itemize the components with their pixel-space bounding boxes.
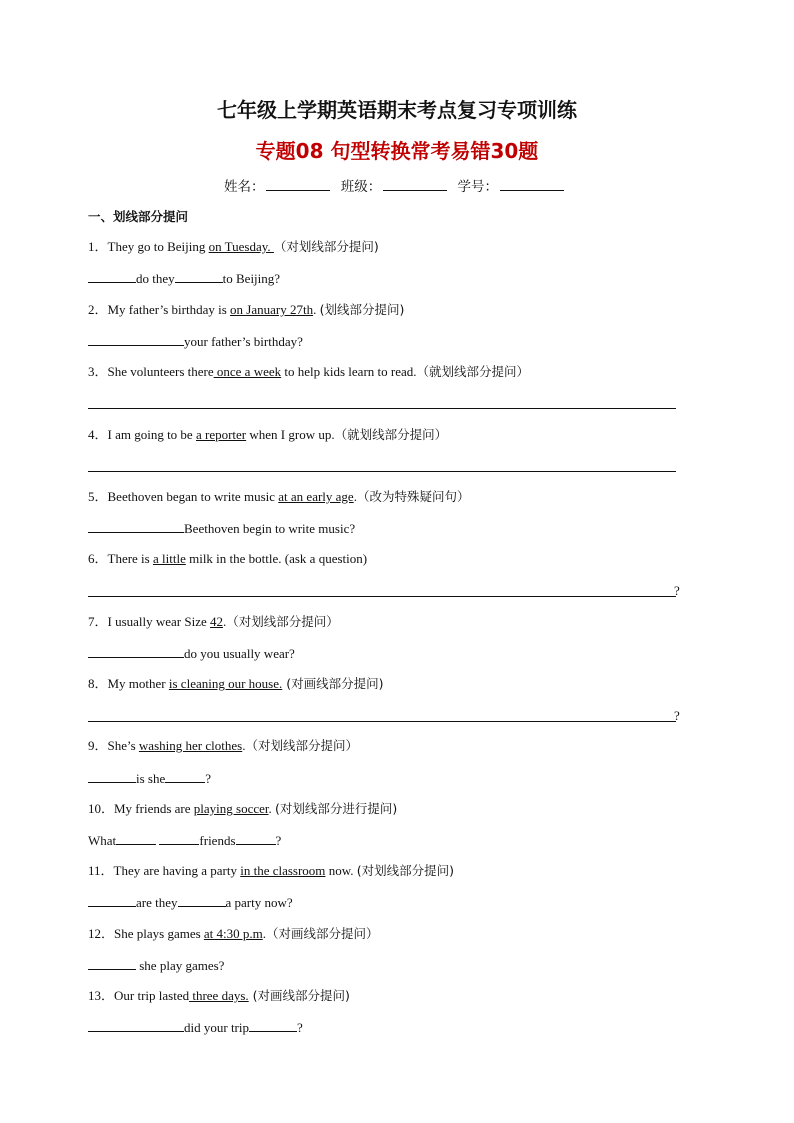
answer-blank[interactable]: [175, 270, 223, 283]
answer-blank[interactable]: [88, 770, 136, 783]
question-8: 8．My mother is cleaning our house. (对画线部分提问): [88, 676, 384, 691]
answer-blank[interactable]: [88, 894, 136, 907]
id-blank[interactable]: [500, 176, 564, 191]
underlined-part: a little: [152, 551, 186, 566]
underlined-part: 42: [210, 614, 224, 629]
id-label: 学号：: [457, 179, 499, 195]
answer-blank[interactable]: [88, 520, 184, 533]
name-blank[interactable]: [266, 176, 330, 191]
underlined-part: is cleaning our house.: [168, 676, 283, 691]
document-title: 七年级上学期英语期末考点复习专项训练: [217, 98, 577, 122]
question-2: 2．My father’s birthday is on January 27th. (划线部分提问): [88, 302, 405, 317]
question-mark: ?: [674, 708, 680, 723]
answer-blank[interactable]: [236, 832, 276, 845]
answer-5: Beethoven begin to write music?: [88, 520, 355, 537]
answer-blank[interactable]: [88, 333, 184, 346]
question-9: 9．She’s washing her clothes.（对划线部分提问）: [88, 738, 358, 753]
answer-blank[interactable]: [88, 270, 136, 283]
answer-7: do you usually wear?: [88, 645, 295, 662]
answer-blank[interactable]: [178, 894, 226, 907]
question-11: 11．They are having a party in the classroom now. (对划线部分提问): [88, 863, 454, 878]
answer-blank[interactable]: [165, 770, 205, 783]
answer-blank[interactable]: [116, 832, 156, 845]
underlined-part: at an early age: [278, 489, 354, 504]
answer-blank[interactable]: [159, 832, 199, 845]
underlined-part: at 4:30 p.m: [203, 926, 263, 941]
underlined-part: in the classroom: [240, 863, 326, 878]
question-mark: ?: [674, 583, 680, 598]
document-subtitle: 专题08 句型转换常考易错30题: [255, 139, 539, 163]
answer-12: she play games?: [88, 957, 224, 974]
answer-blank[interactable]: [88, 1019, 184, 1032]
question-12: 12．She plays games at 4:30 p.m.（对画线部分提问）: [88, 926, 379, 941]
underlined-part: on Tuesday.: [208, 239, 274, 254]
underlined-part: three days.: [189, 988, 249, 1003]
class-label: 班级：: [340, 179, 382, 195]
answer-1: do they to Beijing?: [88, 270, 280, 287]
class-blank[interactable]: [383, 176, 447, 191]
section-heading: 一、划线部分提问: [88, 209, 189, 224]
underlined-part: a reporter: [195, 427, 247, 442]
question-4: 4．I am going to be a reporter when I grow up.（就划线部分提问）: [88, 427, 448, 442]
underlined-part: washing her clothes: [138, 738, 243, 753]
answer-line-6[interactable]: [88, 596, 676, 597]
question-3: 3．She volunteers there once a week to help kids learn to read.（就划线部分提问）: [88, 364, 530, 379]
question-6: 6．There is a little milk in the bottle. (ask a question): [88, 551, 368, 566]
answer-line-8[interactable]: [88, 721, 676, 722]
underlined-part: on January 27th: [230, 302, 314, 317]
answer-13: did your trip ?: [88, 1019, 303, 1036]
student-info-row: [0, 175, 794, 195]
answer-11: are they a party now?: [88, 894, 293, 911]
question-7: 7．I usually wear Size 42.（对划线部分提问）: [88, 614, 339, 629]
answer-10: What friends ?: [88, 833, 282, 848]
answer-blank[interactable]: [88, 645, 184, 658]
answer-line-3[interactable]: [88, 408, 676, 409]
name-label: 姓名：: [223, 179, 265, 195]
answer-blank[interactable]: [88, 957, 136, 970]
underlined-part: playing soccer: [193, 801, 269, 816]
question-5: 5．Beethoven began to write music at an early age.（改为特殊疑问句）: [88, 489, 470, 504]
answer-blank[interactable]: [249, 1019, 297, 1032]
question-1: 1．They go to Beijing on Tuesday. （对划线部分提问): [88, 239, 379, 254]
answer-line-4[interactable]: [88, 471, 676, 472]
question-10: 10．My friends are playing soccer. (对划线部分进行提问): [88, 801, 398, 816]
underlined-part: once a week: [213, 364, 282, 379]
question-13: 13．Our trip lasted three days. (对画线部分提问): [88, 988, 350, 1003]
answer-2: your father’s birthday?: [88, 333, 303, 350]
answer-9: is she ?: [88, 770, 211, 787]
